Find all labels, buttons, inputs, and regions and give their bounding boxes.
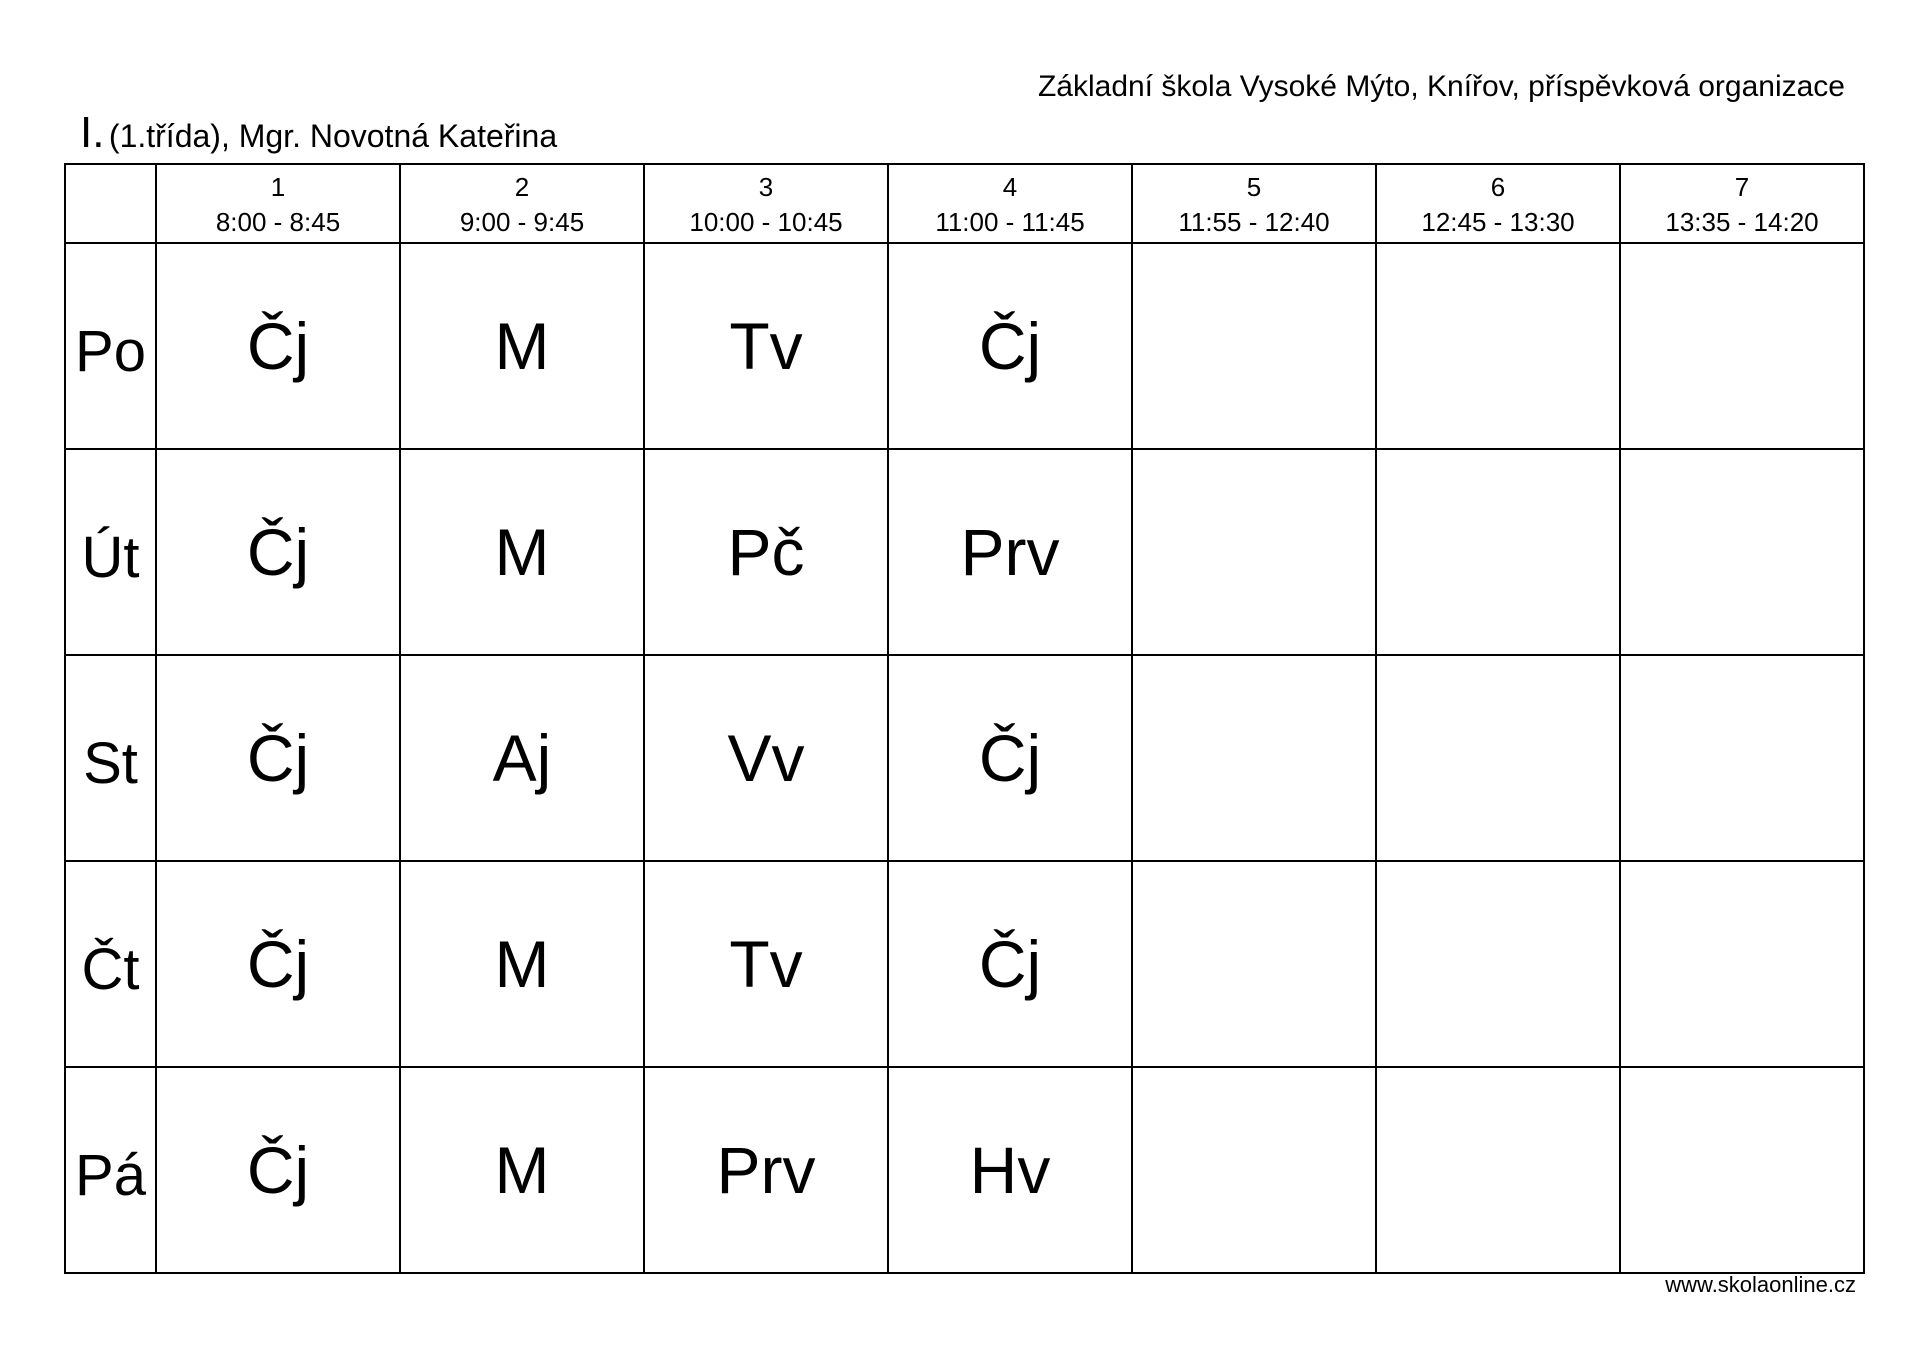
lesson-cell: M — [400, 1067, 644, 1273]
lesson-cell — [1620, 1067, 1864, 1273]
lesson-cell: Tv — [644, 243, 888, 449]
day-label: Pá — [65, 1067, 156, 1273]
period-header-row — [65, 164, 1864, 243]
lesson-cell: M — [400, 243, 644, 449]
lesson-cell: Čj — [156, 1067, 400, 1273]
period-number: 2 — [514, 172, 530, 202]
day-label: St — [65, 655, 156, 861]
lesson-cell — [1132, 1067, 1376, 1273]
lesson-cell — [1132, 655, 1376, 861]
period-number: 6 — [1490, 172, 1506, 202]
period-time: 9:00 - 9:45 — [459, 207, 585, 237]
lesson-cell: Pč — [644, 449, 888, 655]
lesson-cell: Čj — [888, 655, 1132, 861]
school-name: Základní škola Vysoké Mýto, Knířov, příspěvková organizace — [1037, 70, 1845, 103]
period-header-4 — [888, 164, 1132, 243]
day-row-thursday — [65, 861, 1864, 1067]
period-time: 11:00 - 11:45 — [935, 207, 1085, 237]
period-header-1 — [156, 164, 400, 243]
lesson-cell — [1376, 243, 1620, 449]
lesson-cell — [1620, 861, 1864, 1067]
lesson-cell: Hv — [888, 1067, 1132, 1273]
class-teacher: (1.třída), Mgr. Novotná Kateřina — [108, 118, 558, 154]
period-number: 4 — [1002, 172, 1018, 202]
period-time: 10:00 - 10:45 — [689, 207, 843, 237]
lesson-cell: Čj — [156, 449, 400, 655]
period-header-6 — [1376, 164, 1620, 243]
period-header-7 — [1620, 164, 1864, 243]
day-row-wednesday — [65, 655, 1864, 861]
class-roman-numeral: I. — [80, 108, 105, 157]
website-link[interactable]: www.skolaonline.cz — [1665, 1272, 1856, 1297]
corner-cell — [65, 164, 156, 243]
period-time: 13:35 - 14:20 — [1665, 207, 1819, 237]
lesson-cell: Tv — [644, 861, 888, 1067]
lesson-cell: Vv — [644, 655, 888, 861]
lesson-cell — [1376, 861, 1620, 1067]
lesson-cell — [1132, 861, 1376, 1067]
period-number: 7 — [1734, 172, 1750, 202]
class-title — [80, 108, 557, 158]
day-row-monday — [65, 243, 1864, 449]
lesson-cell — [1376, 655, 1620, 861]
lesson-cell — [1620, 655, 1864, 861]
day-row-friday — [65, 1067, 1864, 1273]
day-label: Po — [65, 243, 156, 449]
lesson-cell — [1620, 449, 1864, 655]
period-header-2 — [400, 164, 644, 243]
lesson-cell — [1376, 1067, 1620, 1273]
period-time: 11:55 - 12:40 — [1178, 207, 1330, 237]
period-time: 12:45 - 13:30 — [1421, 207, 1575, 237]
period-number: 1 — [270, 172, 286, 202]
lesson-cell: Čj — [156, 243, 400, 449]
lesson-cell: M — [400, 449, 644, 655]
period-number: 3 — [758, 172, 774, 202]
lesson-cell: Čj — [888, 243, 1132, 449]
day-label: Út — [65, 449, 156, 655]
lesson-cell: Čj — [156, 655, 400, 861]
day-row-tuesday — [65, 449, 1864, 655]
period-header-5 — [1132, 164, 1376, 243]
lesson-cell — [1132, 449, 1376, 655]
timetable — [64, 163, 1865, 1274]
day-label: Čt — [65, 861, 156, 1067]
lesson-cell — [1620, 243, 1864, 449]
period-number: 5 — [1246, 172, 1262, 202]
lesson-cell — [1376, 449, 1620, 655]
period-header-3 — [644, 164, 888, 243]
period-time: 8:00 - 8:45 — [215, 207, 341, 237]
lesson-cell: Čj — [888, 861, 1132, 1067]
lesson-cell — [1132, 243, 1376, 449]
lesson-cell: Prv — [644, 1067, 888, 1273]
lesson-cell: Prv — [888, 449, 1132, 655]
lesson-cell: Čj — [156, 861, 400, 1067]
lesson-cell: M — [400, 861, 644, 1067]
lesson-cell: Aj — [400, 655, 644, 861]
